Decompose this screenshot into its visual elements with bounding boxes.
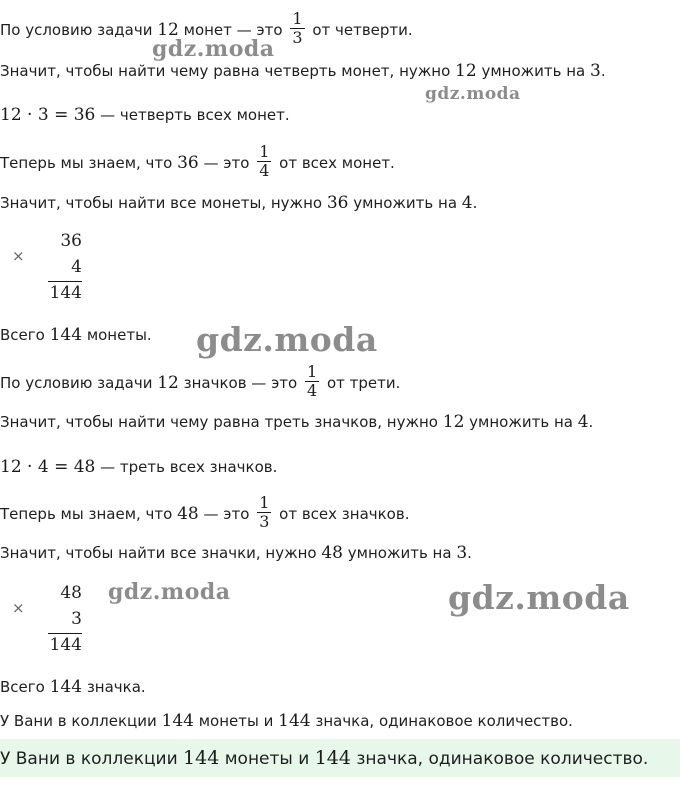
result-bar [48, 281, 82, 282]
p2-line-5: Значит, чтобы найти все значки, нужно 48 умножить на 3. [0, 543, 472, 563]
multiplier: 4 [71, 257, 82, 277]
answer-text: У Вани в коллекции 144 монеты и 144 значка, одинаковое количество. [0, 747, 649, 769]
product: 144 [49, 283, 82, 303]
multiplier: 3 [71, 609, 82, 629]
conclusion: У Вани в коллекции 144 монеты и 144 значка, одинаковое количество. [0, 711, 573, 731]
multiplicand: 36 [60, 231, 82, 251]
p2-total: Всего 144 значка. [0, 677, 146, 697]
fraction: $\frac{1}{4}$ [259, 142, 270, 180]
p1-line-5: Значит, чтобы найти все монеты, нужно 36 умножить на 4. [0, 193, 478, 213]
product: 144 [49, 635, 82, 655]
multiplicand: 48 [60, 583, 82, 603]
watermark: gdz.moda [152, 36, 275, 62]
watermark: gdz.moda [448, 578, 630, 617]
p2-line-2: Значит, чтобы найти чему равна треть значков, нужно 12 умножить на 4. [0, 412, 594, 432]
multiply-sign: × [12, 247, 25, 265]
multiply-sign: × [12, 599, 25, 617]
p1-line-4: Теперь мы знаем, что 36 — это $\frac{1}{4}$ от всех монет. [0, 142, 395, 180]
answer-box [0, 739, 680, 777]
p2-multiplication [0, 582, 90, 657]
p1-line-3: 12 · 3 = 36 — четверть всех монет. [0, 105, 290, 125]
watermark: gdz.moda [425, 84, 521, 104]
p1-multiplication [0, 230, 90, 305]
watermark: gdz.moda [196, 320, 378, 359]
p2-line-3: 12 · 4 = 48 — треть всех значков. [0, 457, 278, 477]
fraction: $\frac{1}{4}$ [307, 362, 318, 400]
p2-line-1: По условию задачи 12 значков — это $\frac{1}{4}$ от трети. [0, 362, 401, 400]
p1-line-2: Значит, чтобы найти чему равна четверть монет, нужно 12 умножить на 3. [0, 61, 606, 81]
result-bar [48, 633, 82, 634]
p2-line-4: Теперь мы знаем, что 48 — это $\frac{1}{3}$ от всех значков. [0, 493, 410, 531]
p1-total: Всего 144 монеты. [0, 325, 152, 345]
fraction: $\frac{1}{3}$ [292, 9, 303, 47]
watermark: gdz.moda [108, 579, 231, 605]
fraction: $\frac{1}{3}$ [259, 493, 270, 531]
p1-line-1: По условию задачи 12 монет — это $\frac{1}{3}$ от четверти. [0, 9, 413, 47]
